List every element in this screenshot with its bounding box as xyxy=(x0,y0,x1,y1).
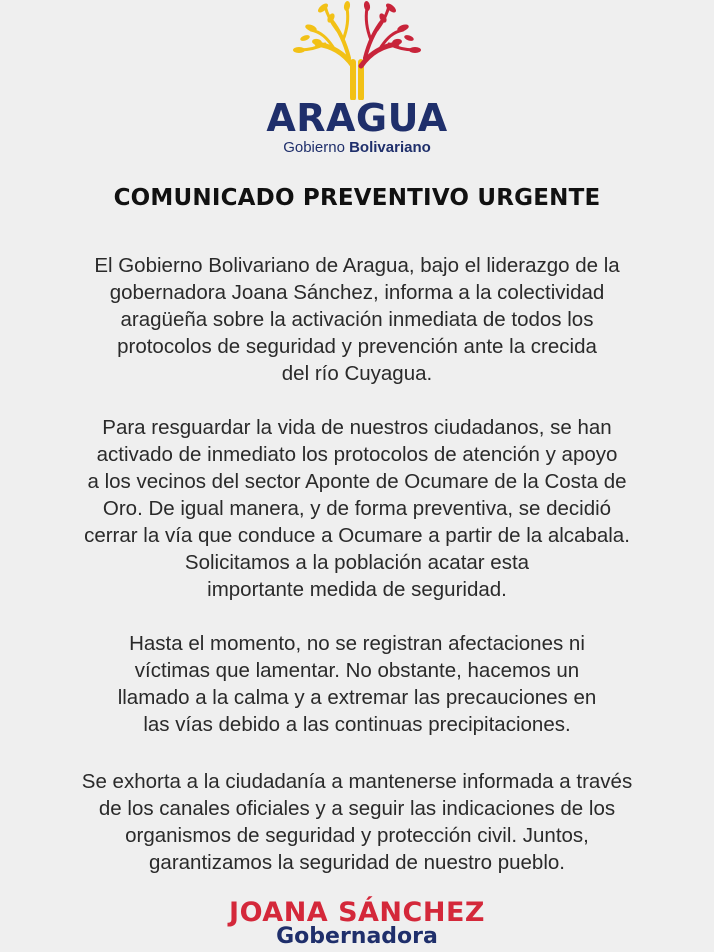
text-line: Se exhorta a la ciudadanía a mantenerse informada a través xyxy=(81,770,633,793)
paragraph-4 xyxy=(0,768,714,876)
brand-subtitle-bold: Bolivariano xyxy=(349,139,431,156)
paragraph-3 xyxy=(0,630,714,738)
text-line: a los vecinos del sector Aponte de Ocumare de la Costa de xyxy=(87,470,627,493)
signature-role: Gobernadora xyxy=(276,924,438,949)
paragraph-2 xyxy=(0,414,714,603)
text-line: El Gobierno Bolivariano de Aragua, bajo el liderazgo de la xyxy=(94,254,620,277)
text-line: Oro. De igual manera, y de forma preventiva, se decidió xyxy=(102,497,612,520)
text-line: de los canales oficiales y a seguir las indicaciones de los xyxy=(98,797,616,820)
brand-subtitle xyxy=(0,139,714,157)
text-line: organismos de seguridad y protección civil. Juntos, xyxy=(125,824,589,847)
text-line: Solicitamos a la población acatar esta xyxy=(184,551,530,574)
page-title: COMUNICADO PREVENTIVO URGENTE xyxy=(113,185,601,211)
brand-name: ARAGUA xyxy=(266,96,448,140)
text-line: importante medida de seguridad. xyxy=(207,578,507,601)
brand-subtitle-regular: Gobierno xyxy=(283,139,345,156)
signature-name: JOANA SÁNCHEZ xyxy=(229,897,485,928)
text-line: las vías debido a las continuas precipitaciones. xyxy=(143,713,571,736)
tree-logo-icon xyxy=(287,0,427,100)
text-line: cerrar la vía que conduce a Ocumare a partir de la alcabala. xyxy=(84,524,630,547)
text-line: del río Cuyagua. xyxy=(281,362,433,385)
text-line: Para resguardar la vida de nuestros ciudadanos, se han xyxy=(102,416,612,439)
text-line: garantizamos la seguridad de nuestro pueblo. xyxy=(149,851,565,874)
logo xyxy=(0,0,714,156)
text-line: llamado a la calma y a extremar las precauciones en xyxy=(117,686,597,709)
text-line: víctimas que lamentar. No obstante, hacemos un xyxy=(134,659,580,682)
text-line: gobernadora Joana Sánchez, informa a la colectividad xyxy=(109,281,605,304)
text-line: aragüeña sobre la activación inmediata de todos los xyxy=(120,308,594,331)
text-line: activado de inmediato los protocolos de atención y apoyo xyxy=(96,443,618,466)
text-line: protocolos de seguridad y prevención ante la crecida xyxy=(117,335,597,358)
paragraph-1 xyxy=(0,252,714,387)
text-line: Hasta el momento, no se registran afectaciones ni xyxy=(129,632,585,655)
